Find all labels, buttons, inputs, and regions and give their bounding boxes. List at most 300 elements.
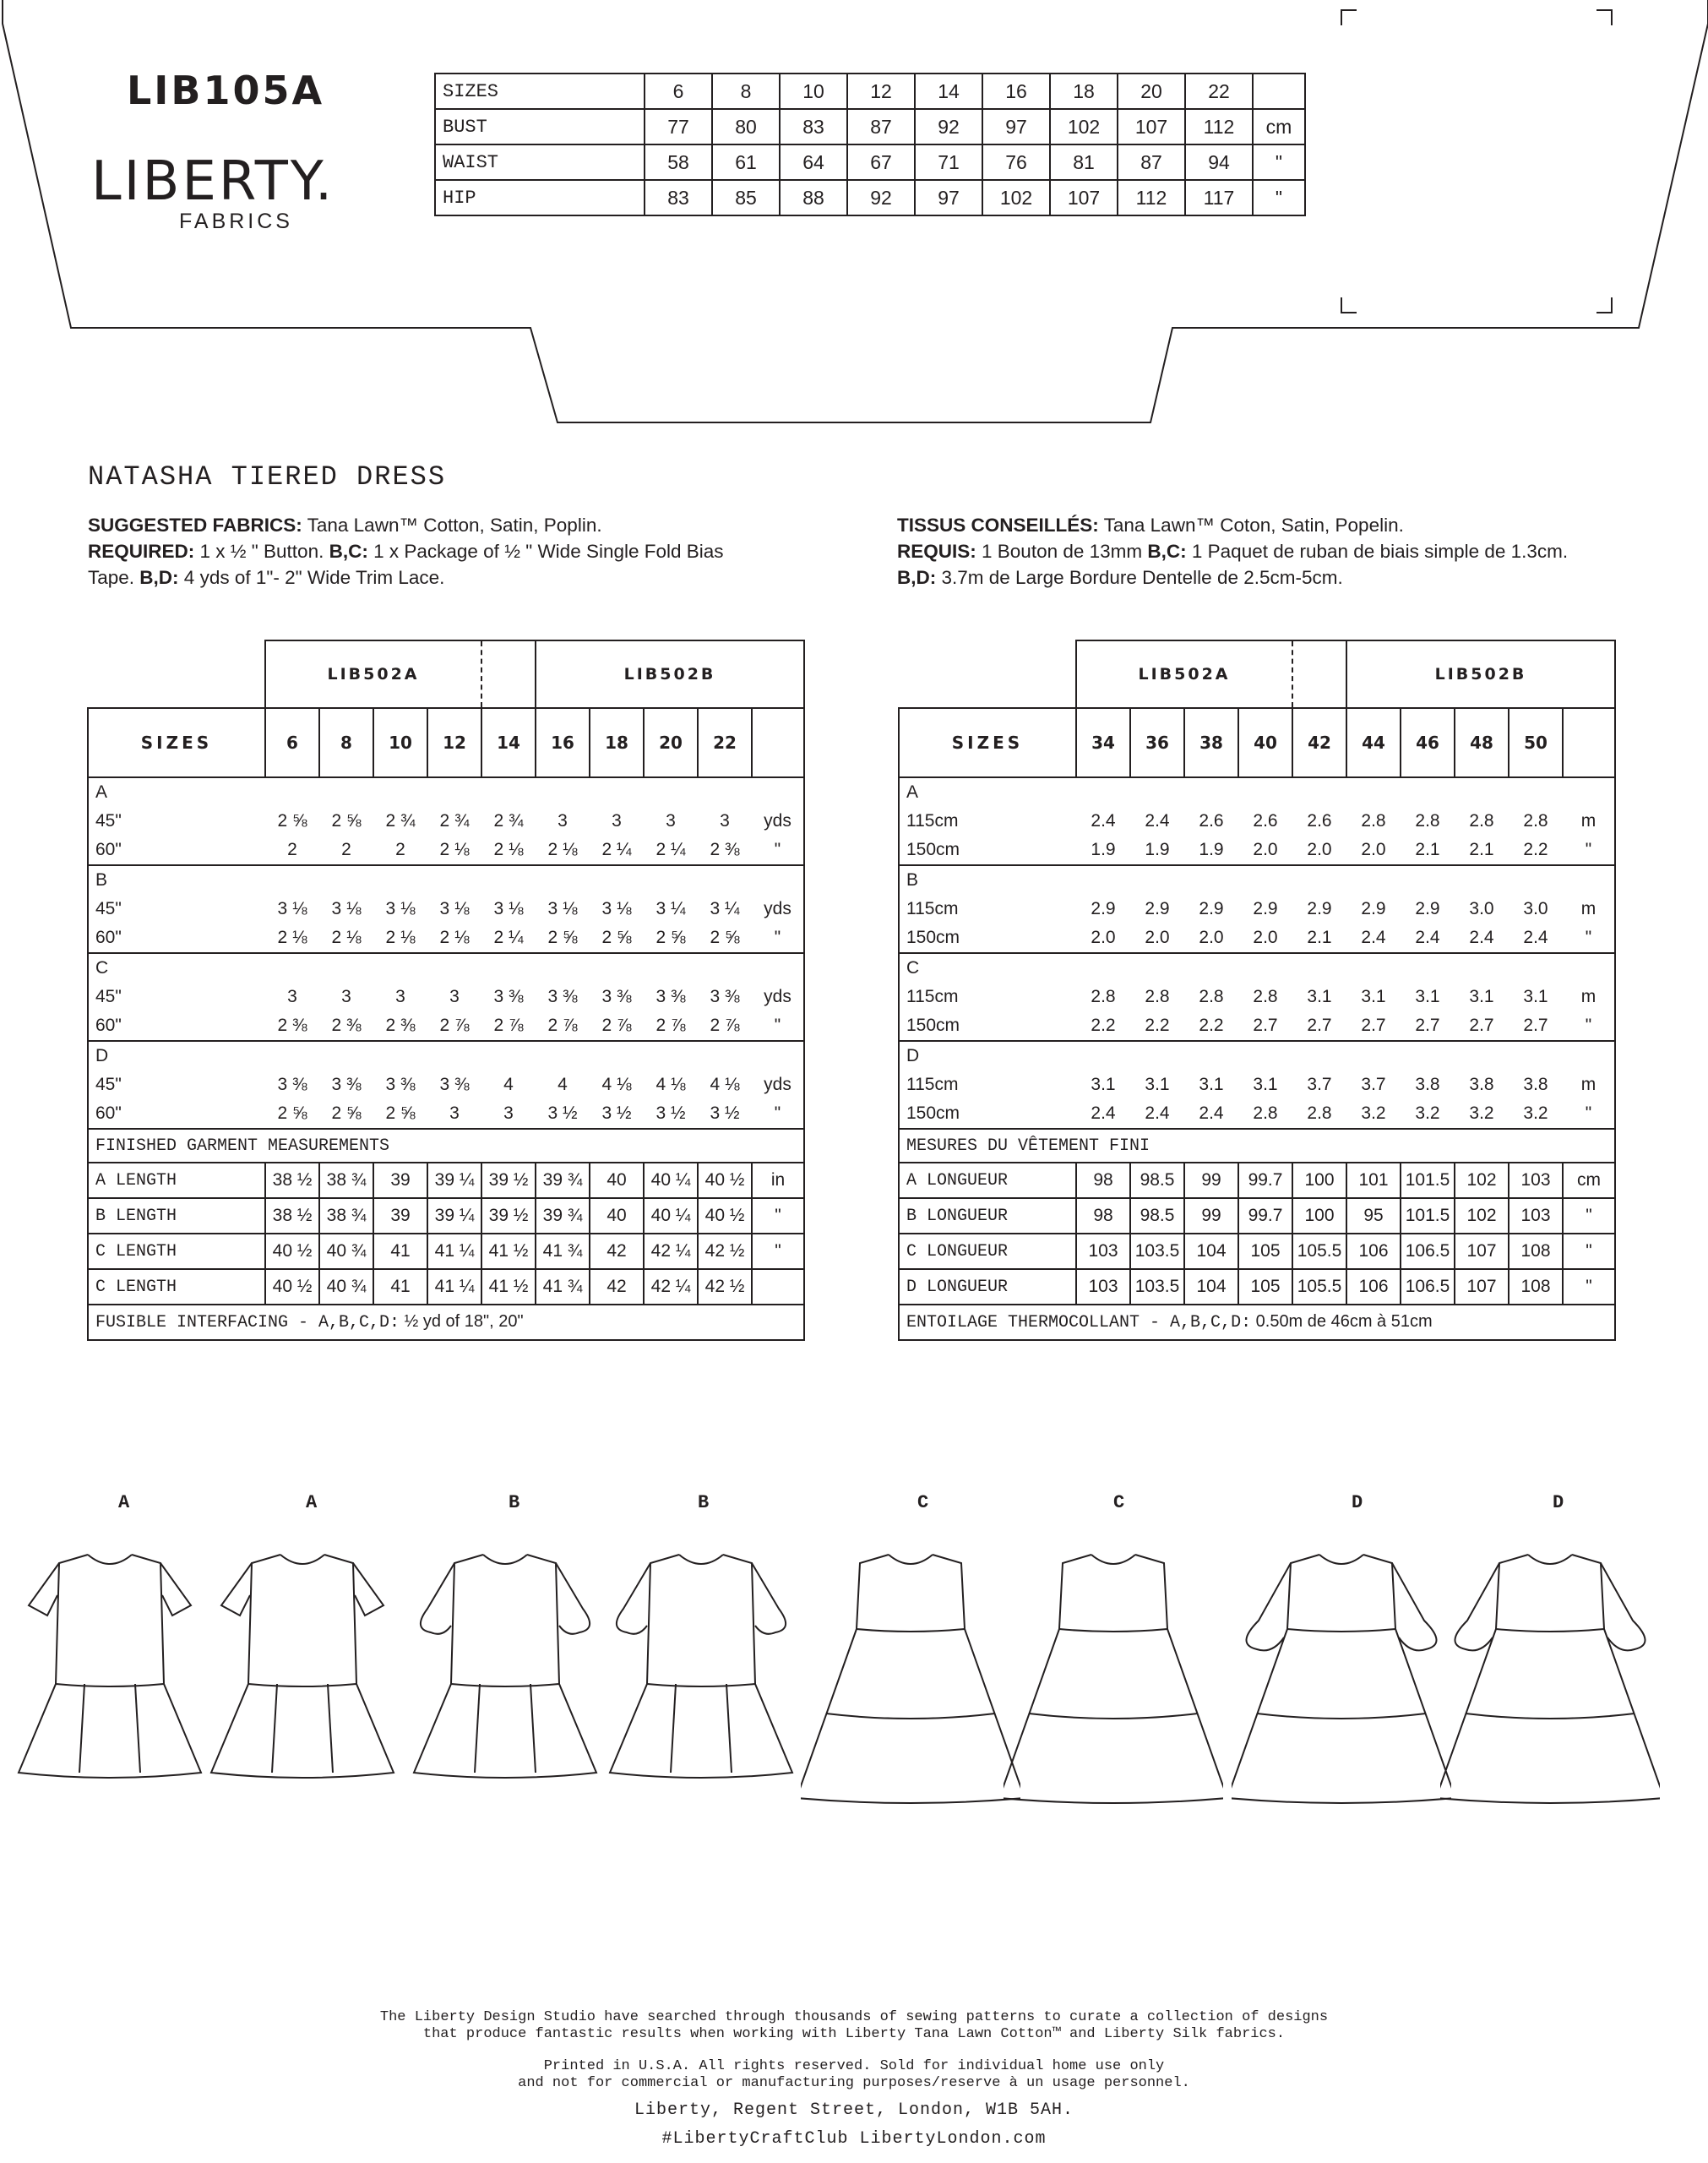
size-chart-cell: 77: [645, 109, 712, 144]
yardage-value: 3.8: [1523, 1075, 1548, 1094]
yardage-cell: [1455, 953, 1509, 1041]
length-cell: 95: [1346, 1198, 1401, 1234]
size-header: 40: [1238, 708, 1292, 777]
interfacing-label: FUSIBLE INTERFACING - A,B,C,D:: [95, 1313, 400, 1332]
view-letter: D: [95, 1046, 109, 1065]
yardage-value: 4 ⅛: [601, 1075, 632, 1094]
view-label: A: [306, 1492, 318, 1513]
unit-header: [1563, 708, 1615, 777]
length-cell: 39 ½: [481, 1163, 536, 1198]
yardage-value: 2: [287, 840, 297, 859]
fabric-block: [88, 777, 804, 865]
yardage-cell: [1509, 865, 1563, 953]
yardage-value: 2 ⅞: [601, 1016, 632, 1035]
yardage-value: 2 ⅝: [601, 928, 632, 947]
yardage-value: ": [1585, 840, 1592, 859]
yardage-value: 2.9: [1415, 899, 1440, 918]
length-cell: 42: [590, 1234, 644, 1269]
yardage-value: 2.8: [1361, 811, 1386, 831]
length-cell: 40 ¼: [644, 1163, 698, 1198]
yardage-value: 2.2: [1523, 840, 1548, 859]
blank-cell: [88, 640, 265, 708]
length-cell: 42 ½: [698, 1269, 752, 1305]
yardage-cell: [1401, 865, 1455, 953]
fabric-width: 150cm: [906, 840, 960, 859]
size-chart-row: [435, 109, 1305, 144]
fabric-block: [88, 865, 804, 953]
length-cell: 100: [1292, 1198, 1346, 1234]
length-cell: 98.5: [1130, 1198, 1184, 1234]
fabric-width: 115cm: [906, 1075, 959, 1094]
length-cell: 103.5: [1130, 1234, 1184, 1269]
length-cell: 99.7: [1238, 1198, 1292, 1234]
yardage-cell: [698, 1041, 752, 1129]
yardage-value: ": [774, 1103, 781, 1123]
yardage-cell: [373, 1041, 427, 1129]
yardage-cell: [373, 865, 427, 953]
view-letter: C: [906, 958, 920, 978]
view-label: C: [1113, 1492, 1125, 1513]
size-header: 14: [481, 708, 536, 777]
yardage-value: 2 ⅞: [493, 1016, 524, 1035]
length-cell: 104: [1184, 1234, 1238, 1269]
brand-sub: FABRICS: [179, 210, 293, 233]
length-cell: 40 ½: [698, 1198, 752, 1234]
body-size-chart: [434, 73, 1306, 216]
yardage-cell: [644, 777, 698, 865]
length-label: C LENGTH: [88, 1269, 265, 1305]
yardage-cell: [481, 865, 536, 953]
yardage-cell: [536, 865, 590, 953]
yardage-cell: [1455, 865, 1509, 953]
fabric-block: [899, 1041, 1615, 1129]
size-header: 16: [536, 708, 590, 777]
length-row: [88, 1163, 804, 1198]
yardage-value: 2 ⅞: [655, 1016, 686, 1035]
size-chart-cell: 92: [915, 109, 982, 144]
yardage-cell: [427, 953, 481, 1041]
fabric-width: 115cm: [906, 899, 959, 918]
fabric-width: 150cm: [906, 928, 960, 947]
yardage-cell: [590, 1041, 644, 1129]
yardage-cell: [536, 953, 590, 1041]
description-english: SUGGESTED FABRICS: Tana Lawn™ Cotton, Satin, Poplin. REQUIRED: 1 x ½ " Button. B,C: 1 x Package of ½ " Wide Single Fold Bias Tape. B,D: 4 yds of 1"- 2" Wide Trim Lace.: [88, 515, 724, 588]
yardage-value: 2.4: [1145, 811, 1170, 831]
yardage-value: 2.0: [1145, 928, 1170, 947]
size-chart-cell: 87: [847, 109, 915, 144]
fabric-width-labels: [899, 865, 1076, 953]
yardage-value: 2.0: [1253, 928, 1278, 947]
yardage-value: 4 ⅛: [655, 1075, 686, 1094]
yardage-value: 3 ⅜: [601, 987, 632, 1006]
view-letter: A: [95, 782, 108, 802]
fabric-width: 45": [95, 811, 122, 831]
yardage-unit: [1563, 865, 1615, 953]
yardage-cell: [1130, 777, 1184, 865]
yardage-value: m: [1580, 899, 1596, 918]
yardage-value: 2.6: [1307, 811, 1332, 831]
yardage-value: 2 ⅞: [547, 1016, 578, 1035]
size-chart-row: [435, 144, 1305, 180]
length-label: B LENGTH: [88, 1198, 265, 1234]
yardage-value: 3 ½: [655, 1103, 686, 1123]
footer-blurb: The Liberty Design Studio have searched through thousands of sewing patterns to curate a collection of designs that produce fantastic results when working with Liberty Tana Lawn Cotton™ and Liberty Silk fabrics.: [379, 2009, 1329, 2042]
yardage-value: 2.8: [1307, 1103, 1332, 1123]
yardage-value: 3.1: [1253, 1075, 1278, 1094]
length-cell: 105.5: [1292, 1269, 1346, 1305]
yardage-value: 2.7: [1523, 1016, 1548, 1035]
length-row: [88, 1198, 804, 1234]
yardage-value: yds: [764, 811, 791, 831]
yardage-cell: [1238, 777, 1292, 865]
yardage-value: 2 ⅞: [710, 1016, 740, 1035]
length-cell: 105: [1238, 1234, 1292, 1269]
length-unit: ": [1563, 1269, 1615, 1305]
fabric-width: 60": [95, 1016, 122, 1035]
size-header: 44: [1346, 708, 1401, 777]
yardage-value: 2.1: [1307, 928, 1332, 947]
interfacing-row: [88, 1305, 804, 1340]
length-cell: 101: [1346, 1163, 1401, 1198]
yardage-table-imperial: [87, 640, 805, 1341]
yardage-cell: [1292, 865, 1346, 953]
size-header: 50: [1509, 708, 1563, 777]
size-header: 42: [1292, 708, 1346, 777]
fabric-width: 150cm: [906, 1016, 960, 1035]
yardage-cell: [427, 865, 481, 953]
size-chart-cell: 64: [780, 144, 847, 180]
yardage-cell: [319, 777, 373, 865]
yardage-value: 3 ⅜: [710, 987, 740, 1006]
yardage-value: 2.4: [1091, 1103, 1116, 1123]
size-chart-cell: 14: [915, 74, 982, 109]
yardage-value: 2.9: [1253, 899, 1278, 918]
yardage-value: 3 ¼: [655, 899, 686, 918]
yardage-value: ": [774, 928, 781, 947]
yardage-value: 3 ⅛: [601, 899, 632, 918]
fabric-width: 45": [95, 899, 122, 918]
fabric-width: 45": [95, 987, 122, 1006]
yardage-value: 3.2: [1361, 1103, 1386, 1123]
length-cell: 42 ½: [698, 1234, 752, 1269]
yardage-value: 2 ⅛: [439, 928, 470, 947]
yardage-cell: [590, 777, 644, 865]
yardage-cell: [1509, 1041, 1563, 1129]
group-header-row: [88, 640, 804, 708]
yardage-unit: [1563, 777, 1615, 865]
yardage-value: 2: [395, 840, 405, 859]
yardage-value: 3 ⅛: [547, 899, 578, 918]
yardage-value: 2 ⅜: [277, 1016, 307, 1035]
yardage-value: 2 ⅛: [547, 840, 578, 859]
length-cell: 99: [1184, 1198, 1238, 1234]
yardage-value: 3 ⅜: [493, 987, 524, 1006]
yardage-cell: [698, 865, 752, 953]
yardage-value: 2.4: [1523, 928, 1548, 947]
yardage-cell: [1076, 1041, 1130, 1129]
yardage-value: 2.8: [1253, 987, 1278, 1006]
yardage-value: 3.7: [1361, 1075, 1386, 1094]
fabric-width-labels: [88, 865, 265, 953]
yardage-cell: [1292, 777, 1346, 865]
size-chart-label: HIP: [435, 180, 645, 215]
fabric-block: [899, 777, 1615, 865]
length-cell: 101.5: [1401, 1163, 1455, 1198]
length-unit: [752, 1269, 804, 1305]
length-cell: 40 ¼: [644, 1198, 698, 1234]
length-cell: 107: [1455, 1234, 1509, 1269]
length-cell: 42 ¼: [644, 1269, 698, 1305]
length-cell: 103: [1509, 1198, 1563, 1234]
yardage-value: yds: [764, 1075, 791, 1094]
yardage-value: 3 ⅛: [331, 899, 362, 918]
yardage-value: m: [1580, 811, 1596, 831]
yardage-value: 3.1: [1469, 987, 1494, 1006]
yardage-cell: [1238, 953, 1292, 1041]
yardage-value: 2.2: [1091, 1016, 1116, 1035]
yardage-value: 2: [341, 840, 351, 859]
yardage-value: 2 ⅛: [331, 928, 362, 947]
view-label: A: [118, 1492, 130, 1513]
yardage-value: 3 ⅜: [331, 1075, 362, 1094]
yardage-value: 3.1: [1199, 1075, 1224, 1094]
size-chart-cell: 22: [1185, 74, 1253, 109]
yardage-value: 2 ⅝: [277, 811, 307, 831]
length-cell: 41 ¾: [536, 1269, 590, 1305]
yardage-unit: [752, 953, 804, 1041]
size-chart-cell: 102: [982, 180, 1050, 215]
yardage-cell: [1455, 777, 1509, 865]
yardage-unit: [1563, 1041, 1615, 1129]
size-chart-unit: cm: [1253, 109, 1305, 144]
yardage-value: 2.8: [1145, 987, 1170, 1006]
size-chart-cell: 8: [712, 74, 780, 109]
yardage-value: 3: [341, 987, 351, 1006]
yardage-cell: [265, 953, 319, 1041]
length-cell: 41 ½: [481, 1269, 536, 1305]
yardage-cell: [1455, 1041, 1509, 1129]
yardage-cell: [644, 953, 698, 1041]
yardage-cell: [1184, 1041, 1238, 1129]
length-row: [88, 1234, 804, 1269]
yardage-cell: [698, 777, 752, 865]
length-cell: 105.5: [1292, 1234, 1346, 1269]
yardage-value: yds: [764, 987, 791, 1006]
fabric-block: [899, 953, 1615, 1041]
length-cell: 98: [1076, 1163, 1130, 1198]
length-cell: 39 ½: [481, 1198, 536, 1234]
group-gap: [481, 640, 536, 708]
length-label: B LONGUEUR: [899, 1198, 1076, 1234]
yardage-cell: [590, 953, 644, 1041]
length-cell: 39: [373, 1198, 427, 1234]
yardage-cell: [1076, 865, 1130, 953]
length-cell: 38 ½: [265, 1198, 319, 1234]
length-cell: 98: [1076, 1198, 1130, 1234]
length-cell: 108: [1509, 1269, 1563, 1305]
dress-illustration: [1004, 1545, 1223, 1899]
size-chart-cell: 87: [1118, 144, 1185, 180]
yardage-value: 2.4: [1469, 928, 1494, 947]
size-header: 36: [1130, 708, 1184, 777]
length-cell: 103.5: [1130, 1269, 1184, 1305]
yardage-value: 3.1: [1145, 1075, 1170, 1094]
yardage-value: 2.7: [1415, 1016, 1440, 1035]
fabric-block: [88, 1041, 804, 1129]
yardage-value: 2.7: [1253, 1016, 1278, 1035]
length-cell: 42: [590, 1269, 644, 1305]
yardage-unit: [752, 865, 804, 953]
yardage-value: 2.1: [1415, 840, 1440, 859]
yardage-value: 1.9: [1091, 840, 1116, 859]
length-unit: ": [752, 1198, 804, 1234]
view-label: D: [1553, 1492, 1564, 1513]
yardage-value: 3.8: [1415, 1075, 1440, 1094]
length-cell: 40 ½: [698, 1163, 752, 1198]
yardage-value: 2.9: [1307, 899, 1332, 918]
yardage-value: 2 ⅜: [331, 1016, 362, 1035]
yardage-value: 1.9: [1199, 840, 1224, 859]
yardage-cell: [319, 1041, 373, 1129]
yardage-value: 2.8: [1469, 811, 1494, 831]
yardage-cell: [1184, 777, 1238, 865]
yardage-value: 3.1: [1361, 987, 1386, 1006]
size-chart-label: SIZES: [435, 74, 645, 109]
yardage-value: 2.8: [1091, 987, 1116, 1006]
description-french: TISSUS CONSEILLÉS: Tana Lawn™ Coton, Satin, Popelin. REQUIS: 1 Bouton de 13mm B,C: 1 Paquet de ruban de biais simple de 1.3cm. B,D: 3.7m de Large Bordure Dentelle de 2.5cm-5cm.: [897, 515, 1569, 588]
yardage-cell: [1401, 777, 1455, 865]
yardage-value: 2.0: [1199, 928, 1224, 947]
size-chart-cell: 117: [1185, 180, 1253, 215]
yardage-value: m: [1580, 987, 1596, 1006]
yardage-cell: [319, 865, 373, 953]
fabric-block: [88, 953, 804, 1041]
yardage-value: 3 ⅜: [277, 1075, 307, 1094]
fabric-width: 45": [95, 1075, 122, 1094]
size-chart-cell: 76: [982, 144, 1050, 180]
yardage-value: 1.9: [1145, 840, 1170, 859]
yardage-value: 2.1: [1469, 840, 1494, 859]
dress-illustration: [0, 1545, 220, 1899]
length-cell: 98.5: [1130, 1163, 1184, 1198]
yardage-value: 2 ⅞: [439, 1016, 470, 1035]
view-letter: C: [95, 958, 109, 978]
yardage-value: 3.0: [1523, 899, 1548, 918]
size-chart-cell: 12: [847, 74, 915, 109]
yardage-cell: [1130, 953, 1184, 1041]
length-row: [899, 1269, 1615, 1305]
fabric-block: [899, 865, 1615, 953]
yardage-cell: [1184, 865, 1238, 953]
fabric-width-labels: [899, 1041, 1076, 1129]
yardage-cell: [265, 777, 319, 865]
yardage-value: 3 ⅛: [439, 899, 470, 918]
view-letter: B: [95, 870, 108, 890]
yardage-value: 2 ⅝: [331, 1103, 362, 1123]
size-chart-unit: [1253, 74, 1305, 109]
yardage-value: 2 ⅛: [439, 840, 470, 859]
crop-marks: [1341, 10, 1612, 313]
size-chart-cell: 94: [1185, 144, 1253, 180]
yardage-cell: [698, 953, 752, 1041]
size-header: 18: [590, 708, 644, 777]
length-cell: 100: [1292, 1163, 1346, 1198]
view-letter: D: [906, 1046, 920, 1065]
length-cell: 41: [373, 1234, 427, 1269]
yardage-value: 2 ⅝: [710, 928, 740, 947]
size-header: 20: [644, 708, 698, 777]
yardage-value: 2 ⅝: [385, 1103, 416, 1123]
length-cell: 99: [1184, 1163, 1238, 1198]
size-chart-cell: 71: [915, 144, 982, 180]
length-row: [899, 1163, 1615, 1198]
yardage-cell: [1401, 953, 1455, 1041]
size-chart-cell: 61: [712, 144, 780, 180]
length-cell: 106: [1346, 1269, 1401, 1305]
yardage-value: 3: [449, 987, 460, 1006]
interfacing-value: 0.50m de 46cm à 51cm: [1251, 1312, 1433, 1331]
yardage-value: 3.1: [1415, 987, 1440, 1006]
dress-illustration: [1440, 1545, 1660, 1899]
yardage-value: ": [774, 840, 781, 859]
length-cell: 102: [1455, 1163, 1509, 1198]
yardage-value: 2.8: [1415, 811, 1440, 831]
yardage-cell: [481, 777, 536, 865]
length-cell: 41 ¼: [427, 1234, 481, 1269]
size-chart-cell: 107: [1050, 180, 1118, 215]
yardage-value: 3: [666, 811, 676, 831]
yardage-cell: [1076, 953, 1130, 1041]
fabric-width-labels: [899, 953, 1076, 1041]
size-chart-cell: 67: [847, 144, 915, 180]
yardage-value: ": [774, 1016, 781, 1035]
yardage-value: 2 ⅛: [385, 928, 416, 947]
yardage-cell: [1076, 777, 1130, 865]
size-chart-cell: 81: [1050, 144, 1118, 180]
length-label: A LENGTH: [88, 1163, 265, 1198]
length-row: [88, 1269, 804, 1305]
yardage-value: 2.6: [1199, 811, 1224, 831]
group-header-row: [899, 640, 1615, 708]
yardage-cell: [265, 865, 319, 953]
unit-header: [752, 708, 804, 777]
yardage-value: 2 ⅜: [710, 840, 740, 859]
dress-illustration: [395, 1545, 615, 1899]
group-label-a: LIB502A: [265, 640, 481, 708]
yardage-cell: [1346, 777, 1401, 865]
length-cell: 38 ¾: [319, 1163, 373, 1198]
size-chart-cell: 10: [780, 74, 847, 109]
size-header: 12: [427, 708, 481, 777]
yardage-value: 3 ⅜: [655, 987, 686, 1006]
yardage-value: 2.8: [1523, 811, 1548, 831]
yardage-value: 2.4: [1145, 1103, 1170, 1123]
length-unit: ": [1563, 1198, 1615, 1234]
length-cell: 106: [1346, 1234, 1401, 1269]
length-label: C LONGUEUR: [899, 1234, 1076, 1269]
sizes-row: [88, 708, 804, 777]
size-header: 48: [1455, 708, 1509, 777]
yardage-value: 3.7: [1307, 1075, 1332, 1094]
size-chart-cell: 97: [915, 180, 982, 215]
size-chart-row: [435, 180, 1305, 215]
length-cell: 106.5: [1401, 1269, 1455, 1305]
interfacing: [88, 1305, 804, 1340]
fabric-width: 60": [95, 840, 122, 859]
yardage-value: 2.0: [1307, 840, 1332, 859]
size-header: 22: [698, 708, 752, 777]
page-title: NATASHA TIERED DRESS: [88, 461, 447, 493]
